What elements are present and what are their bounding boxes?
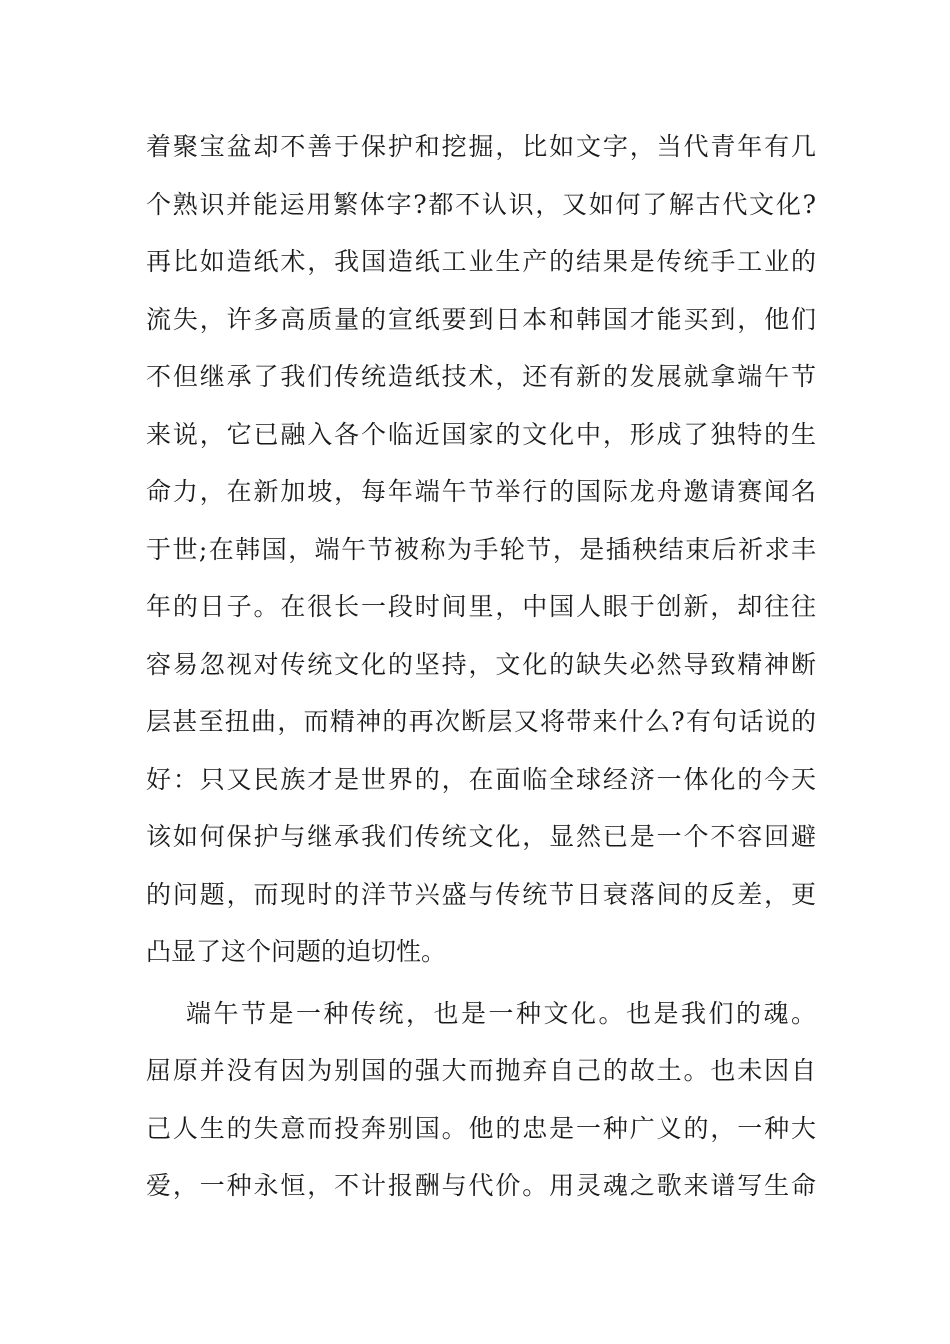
text-line: 容易忽视对传统文化的坚持，文化的缺失必然导致精神断 [146, 649, 816, 679]
text-line: 着聚宝盆却不善于保护和挖掘，比如文字，当代青年有几 [146, 132, 816, 161]
text-line: 命力，在新加坡，每年端午节举行的国际龙舟邀请赛闻名 [146, 477, 816, 506]
text-line: 于世;在韩国，端午节被称为手轮节，是插秧结束后祈求丰 [146, 534, 816, 564]
text-line: 流失，许多高质量的宣纸要到日本和韩国才能买到，他们 [146, 304, 816, 334]
text-line: 再比如造纸术，我国造纸工业生产的结果是传统手工业的 [146, 247, 816, 276]
text-line: 不但继承了我们传统造纸技术，还有新的发展就拿端午节 [146, 362, 816, 391]
paragraph-1 [146, 118, 816, 981]
text-line: 个熟识并能运用繁体字?都不认识，又如何了解古代文化? [146, 189, 816, 219]
text-line: 端午节是一种传统，也是一种文化。也是我们的魂。 [186, 998, 816, 1028]
text-line: 凸显了这个问题的迫切性。 [146, 937, 447, 966]
paragraph-2 [146, 985, 816, 1215]
text-line: 己人生的失意而投奔别国。他的忠是一种广义的，一种大 [146, 1113, 816, 1143]
text-line: 好：只又民族才是世界的，在面临全球经济一体化的今天 [146, 764, 816, 794]
text-line: 年的日子。在很长一段时间里，中国人眼于创新，却往往 [146, 592, 816, 621]
text-line: 层甚至扭曲，而精神的再次断层又将带来什么?有句话说的 [146, 707, 816, 736]
text-line: 的问题，而现时的洋节兴盛与传统节日衰落间的反差，更 [146, 879, 816, 909]
text-line: 屈原并没有因为别国的强大而抛弃自己的故土。也未因自 [146, 1056, 816, 1085]
text-line: 该如何保护与继承我们传统文化，显然已是一个不容回避 [146, 822, 816, 851]
text-line: 爱，一种永恒，不计报酬与代价。用灵魂之歌来谱写生命 [146, 1171, 816, 1200]
text-line: 来说，它已融入各个临近国家的文化中，形成了独特的生 [146, 419, 816, 449]
document-body [146, 118, 816, 1215]
